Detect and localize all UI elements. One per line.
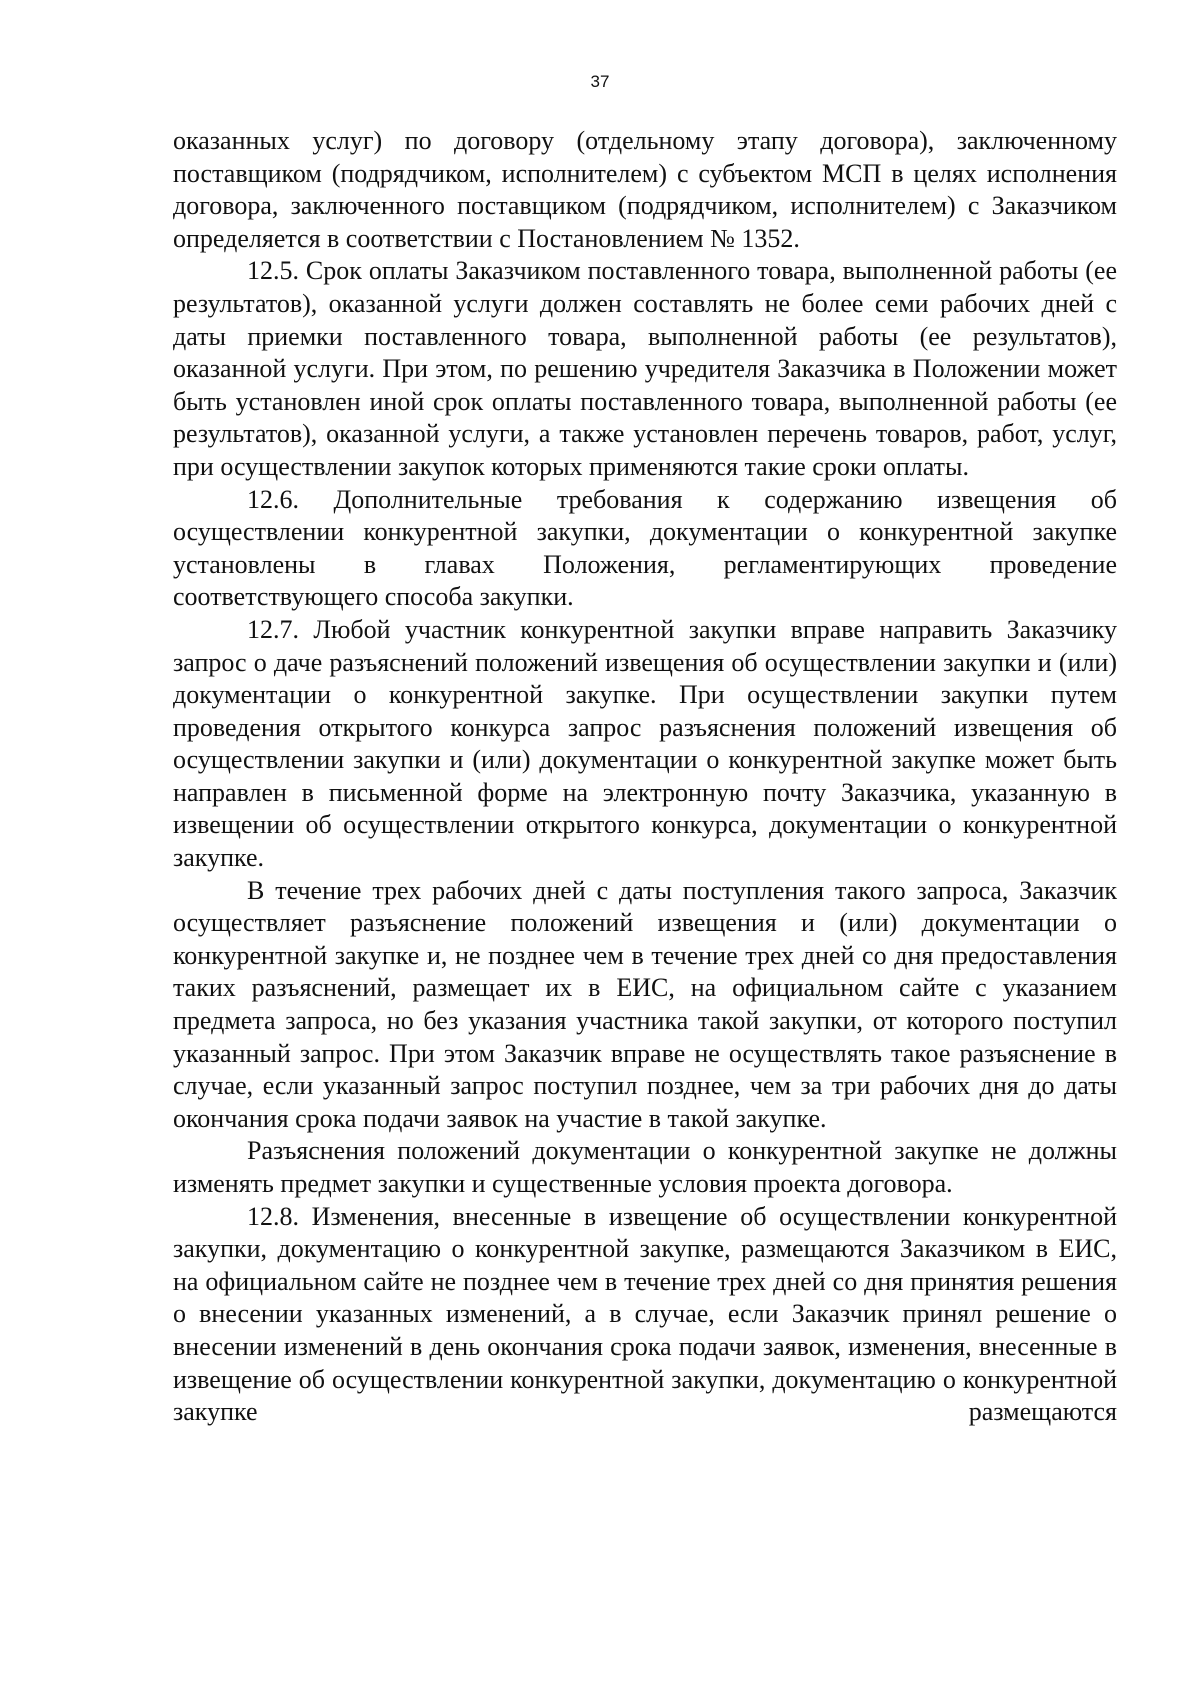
- paragraph-continuation: оказанных услуг) по договору (отдельному этапу договора), заключенному поставщиком (подрядчиком, исполнителем) с субъектом МСП в целях исполнения договора, заключенного поставщиком (подрядчиком, исполнителем) с Заказчиком определяется в соответствии с Постановлением № 1352.: [173, 126, 1117, 253]
- paragraph-12-7: 12.7. Любой участник конкурентной закупки вправе направить Заказчику запрос о даче разъяснений положений извещения об осуществлении закупки и (или) документации о конкурентной закупке. При осуществлении закупки путем проведения открытого конкурса запрос разъяснения положений извещения об осуществлении закупки и (или) документации о конкурентной закупке может быть направлен в письменной форме на электронную почту Заказчика, указанную в извещении об осуществлении открытого конкурса, документации о конкурентной закупке.: [173, 614, 1117, 873]
- paragraph-12-6: 12.6. Дополнительные требования к содержанию извещения об осуществлении конкурентной закупки, документации о конкурентной закупке установлены в главах Положения, регламентирующих проведение соответствующего способа закупки.: [173, 484, 1117, 612]
- paragraph-12-7-clarification-terms: В течение трех рабочих дней с даты поступления такого запроса, Заказчик осуществляет разъяснение положений извещения и (или) документации о конкурентной закупке и, не позднее чем в течение трех дней со дня предоставления таких разъяснений, размещает их в ЕИС, на официальном сайте с указанием предмета запроса, но без указания участника такой закупки, от которого поступил указанный запрос. При этом Заказчик вправе не осуществлять такое разъяснение в случае, если указанный запрос поступил позднее, чем за три рабочих дня до даты окончания срока подачи заявок на участие в такой закупке.: [173, 875, 1117, 1133]
- document-body: [173, 125, 1117, 1429]
- paragraph-12-8: 12.8. Изменения, внесенные в извещение об осуществлении конкурентной закупки, документацию о конкурентной закупке, размещаются Заказчиком в ЕИС, на официальном сайте не позднее чем в течение трех дней со дня принятия решения о внесении указанных изменений, а в случае, если Заказчик принял решение о внесении изменений в день окончания срока подачи заявок, изменения, внесенные в извещение об осуществлении конкурентной закупки, документацию о конкурентной закупке размещаются: [173, 1201, 1117, 1427]
- paragraph-12-7-clarification-limits: Разъяснения положений документации о конкурентной закупке не должны изменять предмет закупки и существенные условия проекта договора.: [173, 1136, 1117, 1198]
- paragraph-12-5: 12.5. Срок оплаты Заказчиком поставленного товара, выполненной работы (ее результатов), оказанной услуги должен составлять не более семи рабочих дней с даты приемки поставленного товара, выполненной работы (ее результатов), оказанной услуги. При этом, по решению учредителя Заказчика в Положении может быть установлен иной срок оплаты поставленного товара, выполненной работы (ее результатов), оказанной услуги, а также установлен перечень товаров, работ, услуг, при осуществлении закупок которых применяются такие сроки оплаты.: [173, 256, 1117, 481]
- page-number: 37: [590, 72, 610, 91]
